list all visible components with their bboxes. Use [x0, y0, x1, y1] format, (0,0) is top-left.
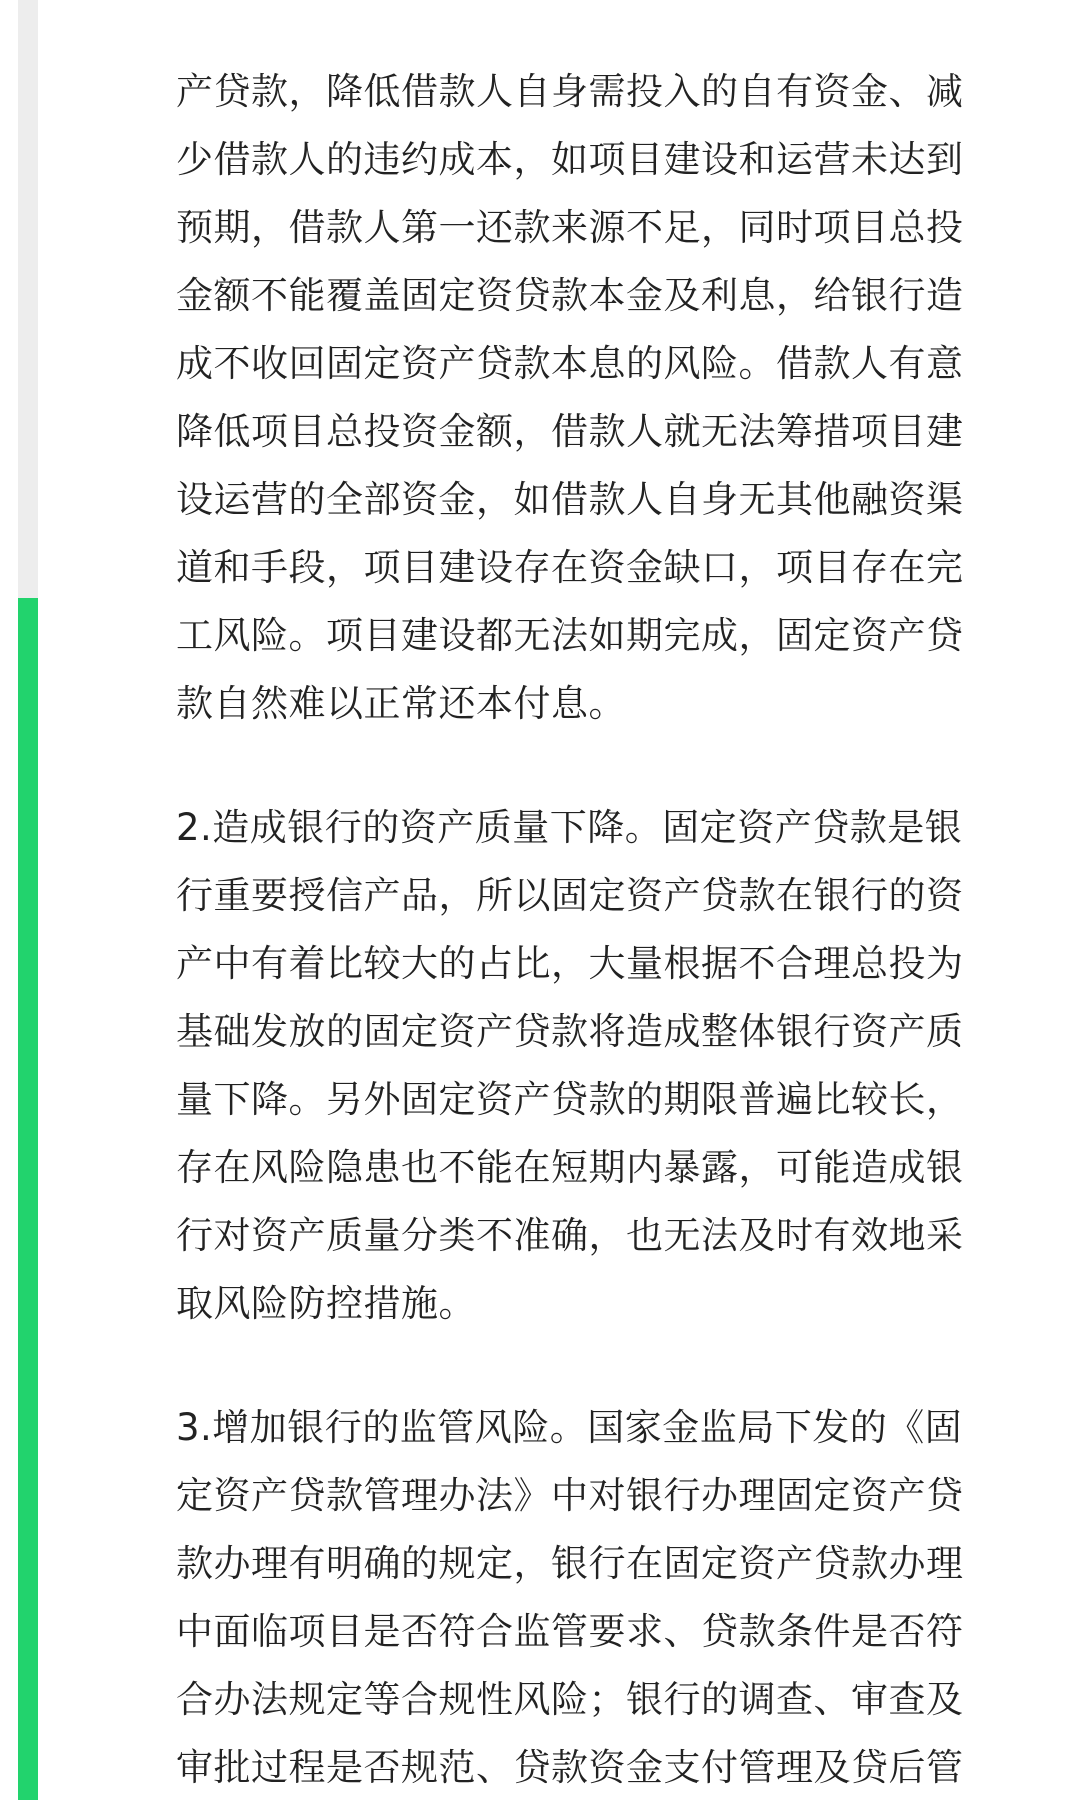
paragraph-3	[176, 1394, 1028, 1800]
text-line: 行对资产质量分类不准确，也无法及时有效地采	[176, 1214, 964, 1257]
text-line: 款办理有明确的规定，银行在固定资产贷款办理	[176, 1542, 964, 1585]
text-line: 工风险。项目建设都无法如期完成，固定资产贷	[176, 614, 964, 657]
text-line: 道和手段，项目建设存在资金缺口，项目存在完	[176, 546, 964, 589]
scrollbar-thumb[interactable]	[18, 598, 38, 1800]
paragraph-1	[176, 58, 1028, 738]
text-line: 金额不能覆盖固定资贷款本金及利息，给银行造	[176, 274, 964, 317]
text-line: 基础发放的固定资产贷款将造成整体银行资产质	[176, 1010, 964, 1053]
text-line: 量下降。另外固定资产贷款的期限普遍比较长，	[176, 1078, 964, 1121]
text-line: 设运营的全部资金，如借款人自身无其他融资渠	[176, 478, 964, 521]
text-line: 中面临项目是否符合监管要求、贷款条件是否符	[176, 1610, 964, 1653]
text-line: 成不收回固定资产贷款本息的风险。借款人有意	[176, 342, 964, 385]
text-line: 3.增加银行的监管风险。国家金监局下发的《固	[176, 1406, 963, 1449]
text-line: 取风险防控措施。	[176, 1282, 476, 1325]
text-line: 少借款人的违约成本，如项目建设和运营未达到	[176, 138, 964, 181]
text-line: 预期，借款人第一还款来源不足，同时项目总投	[176, 206, 964, 249]
text-line: 合办法规定等合规性风险；银行的调查、审查及	[176, 1678, 964, 1721]
text-line: 定资产贷款管理办法》中对银行办理固定资产贷	[176, 1474, 964, 1517]
text-line: 降低项目总投资金额，借款人就无法筹措项目建	[176, 410, 964, 453]
text-line: 存在风险隐患也不能在短期内暴露，可能造成银	[176, 1146, 964, 1189]
text-line: 款自然难以正常还本付息。	[176, 682, 626, 725]
text-line: 审批过程是否规范、贷款资金支付管理及贷后管	[176, 1746, 964, 1789]
text-line: 产贷款，降低借款人自身需投入的自有资金、减	[176, 70, 964, 113]
text-line: 产中有着比较大的占比，大量根据不合理总投为	[176, 942, 964, 985]
text-line: 2.造成银行的资产质量下降。固定资产贷款是银	[176, 806, 963, 849]
article-body	[176, 58, 1028, 1800]
paragraph-2	[176, 794, 1028, 1338]
text-line: 行重要授信产品，所以固定资产贷款在银行的资	[176, 874, 964, 917]
